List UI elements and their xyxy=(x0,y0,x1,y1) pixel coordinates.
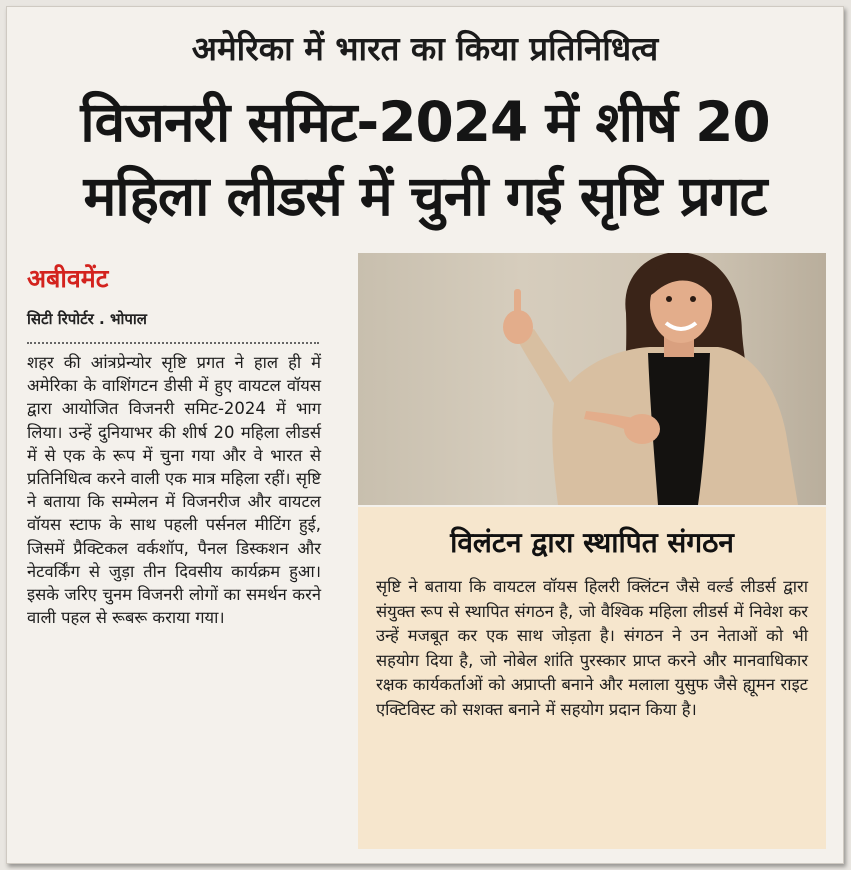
article-photo xyxy=(358,253,826,505)
sidebar-box xyxy=(358,507,826,849)
woman-pointing-photo xyxy=(358,253,826,505)
newspaper-clipping xyxy=(6,6,844,864)
sidebar-body: सृष्टि ने बताया कि वायटल वॉयस हिलरी क्लिंटन जैसे वर्ल्ड लीडर्स द्वारा संयुक्त रूप से स्थापित संगठन है, जो वैश्विक महिला लीडर्स में निवेश कर उन्हें मजबूत कर एक साथ जोड़ता है। संगठन ने उन नेताओं को भी सहयोग दिया है, जो नोबेल शांति पुरस्कार प्राप्त करने और मानवाधिकार रक्षक कार्यकर्ताओं को अप्राप्ती बनाने और मलाला युसुफ जैसे ह्यूमन राइट एक्टिविस्ट को सशक्त बनाने में सहयोग प्रदान किया है। xyxy=(376,577,808,719)
byline-reporter: सिटी रिपोर्टर . भोपाल xyxy=(27,310,147,328)
article-headline xyxy=(7,85,843,233)
byline-divider xyxy=(27,342,319,344)
sidebar-title: विलंटन द्वारा स्थापित संगठन xyxy=(450,526,734,559)
headline-line-1: विजनरी समिट-2024 में शीर्ष 20 xyxy=(80,90,770,154)
byline-tag: अबीवमेंट xyxy=(27,264,109,293)
article-kicker: अमेरिका में भारत का किया प्रतिनिधित्व xyxy=(191,29,659,68)
article-body: शहर की आंत्रप्रेन्योर सृष्टि प्रगत ने हाल ही में अमेरिका के वाशिंगटन डीसी में हुए वायटल वॉयस द्वारा आयोजित विजनरी समिट-2024 में भाग लिया। उन्हें दुनियाभर की शीर्ष 20 महिला लीडर्स में से एक के रूप में चुना गया और वे भारत से प्रतिनिधित्व करने वाली एक मात्र महिला रहीं। सृष्टि ने बताया कि सम्मेलन में विजनरीज और वायटल वॉयस स्टाफ के साथ पहली पर्सनल मीटिंग हुई, जिसमें प्रैक्टिकल वर्कशॉप, पैनल डिस्कशन और नेटवर्किंग से जुड़ा तीन दिवसीय कार्यक्रम हुआ। इसके जरिए चुनम विजनरी लोगों का समर्थन करने वाली पहल से रूबरू कराया गया। xyxy=(27,353,321,628)
headline-line-2: महिला लीडर्स में चुनी गई सृष्टि प्रगट xyxy=(83,164,767,228)
